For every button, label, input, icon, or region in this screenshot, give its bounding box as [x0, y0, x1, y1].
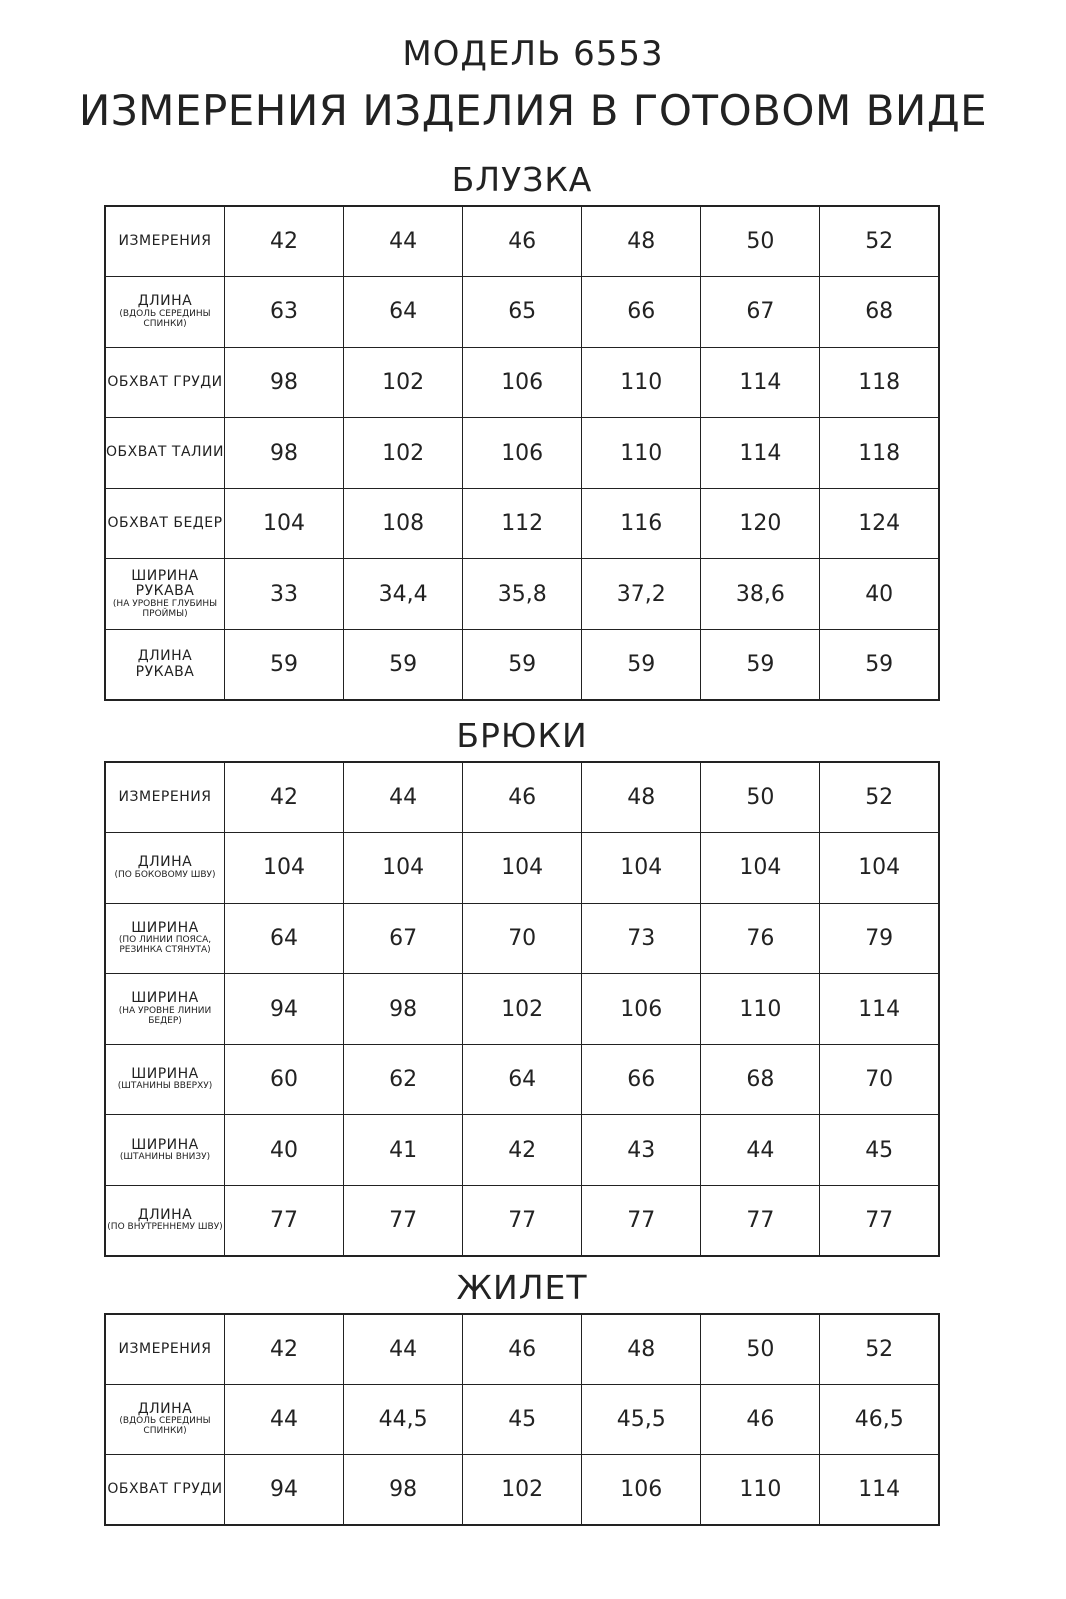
measurement-name: ШИРИНА: [131, 1066, 199, 1083]
measurement-label: [105, 1186, 225, 1257]
measurement-label: [105, 630, 225, 701]
measurement-name: ИЗМЕРЕНИЯ: [118, 788, 212, 805]
size-value: 48: [582, 1314, 701, 1384]
size-value: 114: [820, 974, 939, 1045]
size-value: 98: [225, 347, 344, 418]
size-value: 104: [344, 833, 463, 904]
measurement-label: [105, 1384, 225, 1454]
size-value: 42: [225, 762, 344, 833]
measurement-note: (ШТАНИНЫ ВВЕРХУ): [117, 1081, 213, 1092]
size-value: 67: [344, 903, 463, 974]
table-row: [105, 347, 939, 418]
size-value: 77: [344, 1186, 463, 1257]
size-value: 110: [701, 974, 820, 1045]
size-value: 59: [701, 630, 820, 701]
section-title-vest: ЖИЛЕТ: [456, 1268, 588, 1307]
size-value: 70: [820, 1044, 939, 1115]
size-value: 44,5: [344, 1384, 463, 1454]
size-value: 114: [701, 347, 820, 418]
size-value: 110: [701, 1454, 820, 1524]
size-value: 120: [701, 488, 820, 559]
table-row: [105, 762, 939, 833]
size-value: 45: [463, 1384, 582, 1454]
size-value: 66: [582, 277, 701, 348]
measurement-label: [105, 1115, 225, 1186]
table-row: [105, 1454, 939, 1524]
size-value: 77: [820, 1186, 939, 1257]
measurement-note: (ВДОЛЬ СЕРЕДИНЫ СПИНКИ): [119, 1416, 211, 1436]
size-value: 102: [344, 418, 463, 489]
size-value: 98: [344, 974, 463, 1045]
size-value: 46: [463, 1314, 582, 1384]
size-value: 48: [582, 206, 701, 277]
size-value: 42: [463, 1115, 582, 1186]
size-value: 35,8: [463, 559, 582, 630]
size-value: 102: [463, 1454, 582, 1524]
size-value: 64: [225, 903, 344, 974]
measurement-name: ШИРИНА: [131, 990, 199, 1007]
measurement-note: (НА УРОВНЕ ЛИНИИ БЕДЕР): [118, 1005, 212, 1026]
size-value: 45: [820, 1115, 939, 1186]
size-value: 41: [344, 1115, 463, 1186]
measurement-note: (ПО ВНУТРЕННЕМУ ШВУ): [107, 1222, 223, 1233]
measurement-label: [105, 974, 225, 1045]
size-value: 116: [582, 488, 701, 559]
size-value: 77: [582, 1186, 701, 1257]
table-row: [105, 418, 939, 489]
measurement-name: ДЛИНА: [137, 1400, 193, 1417]
size-value: 104: [582, 833, 701, 904]
size-value: 104: [820, 833, 939, 904]
size-value: 40: [225, 1115, 344, 1186]
measurement-label: [105, 762, 225, 833]
table-row: [105, 903, 939, 974]
size-value: 40: [820, 559, 939, 630]
measurement-name: ШИРИНА: [131, 919, 199, 936]
size-value: 106: [582, 1454, 701, 1524]
size-value: 77: [701, 1186, 820, 1257]
size-value: 46: [463, 206, 582, 277]
measurement-note: (ПО ЛИНИИ ПОЯСА, РЕЗИНКА СТЯНУТА): [118, 935, 212, 956]
vest-size-table: [104, 1313, 940, 1526]
trousers-size-table: [104, 761, 940, 1257]
section-title-blouse: БЛУЗКА: [451, 160, 593, 199]
size-value: 77: [225, 1186, 344, 1257]
measurement-note: (ВДОЛЬ СЕРЕДИНЫ СПИНКИ): [119, 308, 211, 329]
size-value: 37,2: [582, 559, 701, 630]
table-row: [105, 974, 939, 1045]
measurement-name: ДЛИНА: [137, 1206, 193, 1223]
size-value: 42: [225, 206, 344, 277]
size-value: 45,5: [582, 1384, 701, 1454]
measurement-label: [105, 277, 225, 348]
table-row: [105, 1384, 939, 1454]
size-value: 46,5: [820, 1384, 939, 1454]
measurement-note: (ПО БОКОВОМУ ШВУ): [114, 869, 216, 880]
size-value: 110: [582, 347, 701, 418]
table-row: [105, 1115, 939, 1186]
size-value: 34,4: [344, 559, 463, 630]
size-value: 124: [820, 488, 939, 559]
size-value: 50: [701, 206, 820, 277]
size-value: 70: [463, 903, 582, 974]
table-row: [105, 488, 939, 559]
table-row: [105, 1044, 939, 1115]
size-value: 110: [582, 418, 701, 489]
size-value: 44: [344, 762, 463, 833]
size-value: 43: [582, 1115, 701, 1186]
size-value: 63: [225, 277, 344, 348]
size-value: 52: [820, 1314, 939, 1384]
measurement-name: ШИРИНА РУКАВА: [131, 567, 199, 600]
measurement-label: [105, 903, 225, 974]
measurement-name: ИЗМЕРЕНИЯ: [118, 232, 212, 249]
measurement-note: (НА УРОВНЕ ГЛУБИНЫ ПРОЙМЫ): [112, 598, 218, 619]
size-value: 104: [225, 833, 344, 904]
table-row: [105, 1186, 939, 1257]
size-value: 66: [582, 1044, 701, 1115]
size-value: 94: [225, 1454, 344, 1524]
size-value: 98: [225, 418, 344, 489]
table-row: [105, 1314, 939, 1384]
table-row: [105, 559, 939, 630]
size-value: 44: [344, 1314, 463, 1384]
table-row: [105, 277, 939, 348]
model-title: МОДЕЛЬ 6553: [402, 34, 664, 74]
measurement-label: [105, 1044, 225, 1115]
size-value: 62: [344, 1044, 463, 1115]
size-value: 114: [820, 1454, 939, 1524]
size-value: 102: [463, 974, 582, 1045]
size-value: 42: [225, 1314, 344, 1384]
size-value: 114: [701, 418, 820, 489]
table-row: [105, 833, 939, 904]
size-value: 33: [225, 559, 344, 630]
size-value: 104: [463, 833, 582, 904]
size-value: 67: [701, 277, 820, 348]
size-value: 104: [701, 833, 820, 904]
measurement-name: ДЛИНА РУКАВА: [135, 648, 195, 680]
size-value: 118: [820, 418, 939, 489]
size-value: 106: [582, 974, 701, 1045]
size-value: 46: [463, 762, 582, 833]
size-value: 118: [820, 347, 939, 418]
size-value: 68: [701, 1044, 820, 1115]
size-value: 104: [225, 488, 344, 559]
measurement-label: [105, 1454, 225, 1524]
measurement-name: ДЛИНА: [137, 293, 193, 310]
size-value: 73: [582, 903, 701, 974]
measurement-name: ОБХВАТ ГРУДИ: [107, 1480, 223, 1497]
measurement-name: ШИРИНА: [131, 1136, 199, 1153]
size-value: 102: [344, 347, 463, 418]
measurement-name: ОБХВАТ ГРУДИ: [107, 373, 223, 390]
size-value: 112: [463, 488, 582, 559]
size-value: 44: [344, 206, 463, 277]
measurement-label: [105, 347, 225, 418]
size-value: 65: [463, 277, 582, 348]
size-value: 44: [701, 1115, 820, 1186]
size-value: 79: [820, 903, 939, 974]
size-value: 64: [463, 1044, 582, 1115]
size-value: 48: [582, 762, 701, 833]
size-value: 64: [344, 277, 463, 348]
size-value: 59: [344, 630, 463, 701]
measurement-label: [105, 206, 225, 277]
measurement-name: ОБХВАТ БЕДЕР: [107, 514, 223, 531]
section-title-trousers: БРЮКИ: [456, 716, 588, 755]
size-value: 94: [225, 974, 344, 1045]
measurement-name: ОБХВАТ ТАЛИИ: [106, 444, 224, 461]
measurement-label: [105, 418, 225, 489]
size-value: 68: [820, 277, 939, 348]
size-value: 38,6: [701, 559, 820, 630]
measurement-label: [105, 1314, 225, 1384]
measurement-label: [105, 833, 225, 904]
size-value: 106: [463, 418, 582, 489]
measurement-label: [105, 488, 225, 559]
size-value: 77: [463, 1186, 582, 1257]
size-value: 59: [820, 630, 939, 701]
size-value: 59: [225, 630, 344, 701]
size-value: 108: [344, 488, 463, 559]
table-row: [105, 206, 939, 277]
size-value: 46: [701, 1384, 820, 1454]
size-value: 60: [225, 1044, 344, 1115]
measurement-name: ИЗМЕРЕНИЯ: [118, 1340, 212, 1357]
size-value: 50: [701, 1314, 820, 1384]
measurement-label: [105, 559, 225, 630]
table-row: [105, 630, 939, 701]
measurement-note: (ШТАНИНЫ ВНИЗУ): [119, 1152, 211, 1163]
size-value: 44: [225, 1384, 344, 1454]
page-title: ИЗМЕРЕНИЯ ИЗДЕЛИЯ В ГОТОВОМ ВИДЕ: [78, 86, 988, 135]
size-value: 50: [701, 762, 820, 833]
measurement-name: ДЛИНА: [137, 854, 193, 871]
size-value: 52: [820, 762, 939, 833]
size-value: 106: [463, 347, 582, 418]
size-value: 59: [463, 630, 582, 701]
size-value: 52: [820, 206, 939, 277]
size-value: 98: [344, 1454, 463, 1524]
blouse-size-table: [104, 205, 940, 701]
size-value: 76: [701, 903, 820, 974]
size-value: 59: [582, 630, 701, 701]
